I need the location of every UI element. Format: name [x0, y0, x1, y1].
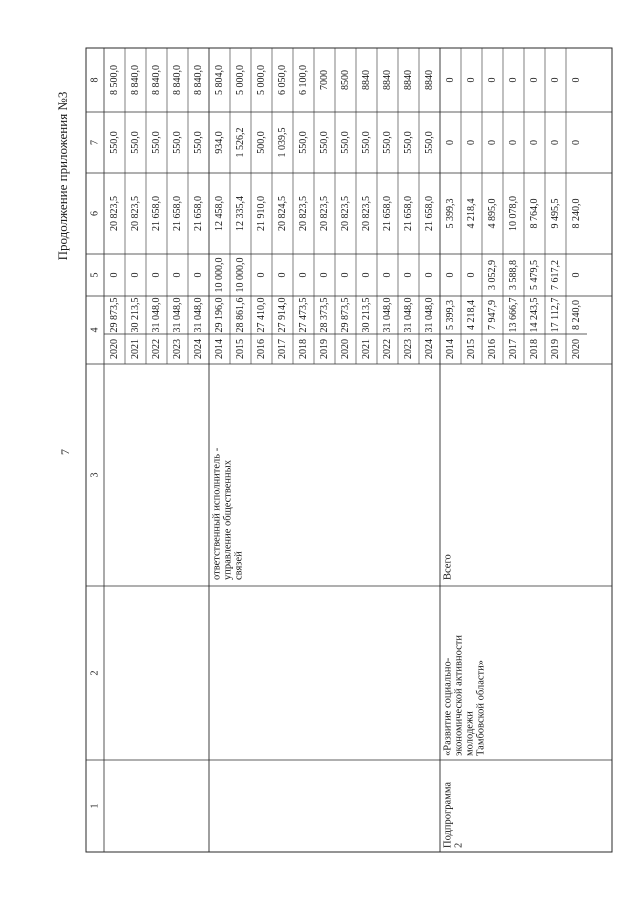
subprogram-description: молодежи: [464, 711, 476, 756]
subprogram-description: Тамбовской области»: [475, 659, 487, 756]
local-cell: 500,0: [255, 131, 267, 154]
federal-cell: 0: [381, 272, 393, 278]
regional-cell: 20 823,5: [339, 196, 351, 231]
regional-cell: 5 399,3: [444, 198, 456, 229]
regional-cell: 12 458,0: [213, 196, 225, 231]
local-cell: 550,0: [381, 131, 393, 154]
year-cell: 2015: [234, 339, 246, 359]
regional-cell: 21 658,0: [423, 196, 435, 231]
total-cell: 31 048,0: [150, 297, 162, 333]
regional-cell: 20 823,5: [318, 196, 330, 231]
local-cell: 550,0: [423, 131, 435, 154]
local-cell: 550,0: [129, 131, 141, 154]
extra-budget-cell: 8840: [381, 70, 393, 90]
extra-budget-cell: 5 000,0: [255, 65, 267, 95]
regional-cell: 4 218,4: [465, 198, 477, 229]
total-cell: 31 048,0: [171, 297, 183, 333]
extra-budget-cell: 5 000,0: [234, 65, 246, 95]
extra-budget-cell: 0: [486, 77, 498, 83]
year-cell: 2017: [507, 339, 519, 359]
subprogram-label: 2: [453, 842, 465, 848]
federal-cell: 0: [255, 272, 267, 278]
total-cell: 31 048,0: [192, 297, 204, 333]
regional-cell: 4 895,0: [486, 198, 498, 229]
column-number: 5: [89, 272, 101, 278]
regional-cell: 20 823,5: [129, 196, 141, 231]
local-cell: 550,0: [318, 131, 330, 154]
regional-cell: 8 240,0: [570, 198, 582, 229]
local-cell: 550,0: [402, 131, 414, 154]
extra-budget-cell: 8 840,0: [192, 65, 204, 95]
year-cell: 2016: [486, 339, 498, 359]
local-cell: 550,0: [360, 131, 372, 154]
extra-budget-cell: 8 840,0: [150, 65, 162, 95]
local-cell: 1 039,5: [276, 127, 288, 158]
regional-cell: 20 823,5: [108, 196, 120, 231]
column-number: 2: [89, 670, 101, 676]
year-cell: 2016: [255, 339, 267, 359]
extra-budget-cell: 8840: [423, 70, 435, 90]
year-cell: 2020: [108, 339, 120, 359]
column-number: 3: [89, 472, 101, 478]
extra-budget-cell: 8840: [402, 70, 414, 90]
year-cell: 2018: [528, 339, 540, 359]
extra-budget-cell: 8500: [339, 70, 351, 90]
year-cell: 2017: [276, 339, 288, 359]
regional-cell: 21 658,0: [381, 196, 393, 231]
total-cell: 29 196,0: [213, 297, 225, 333]
federal-cell: 0: [129, 272, 141, 278]
year-cell: 2020: [570, 339, 582, 359]
extra-budget-cell: 0: [444, 77, 456, 83]
local-cell: 0: [465, 140, 477, 145]
total-cell: 31 048,0: [423, 297, 435, 333]
regional-cell: 12 335,4: [234, 196, 246, 231]
local-cell: 934,0: [213, 131, 225, 154]
extra-budget-cell: 6 100,0: [297, 65, 309, 95]
local-cell: 0: [528, 140, 540, 145]
year-cell: 2023: [402, 339, 414, 359]
extra-budget-cell: 0: [507, 77, 519, 83]
federal-cell: 0: [444, 272, 456, 278]
executor-label: управление общественных: [222, 460, 234, 580]
year-cell: 2024: [423, 339, 435, 359]
total-cell: 7 947,9: [486, 300, 498, 330]
subprogram-label: Подпрограмма: [442, 781, 454, 848]
federal-cell: 10 000,0: [234, 257, 246, 293]
extra-budget-cell: 0: [528, 77, 540, 83]
federal-cell: 0: [297, 272, 309, 278]
executor-total-label: Всего: [442, 554, 454, 580]
local-cell: 0: [444, 140, 456, 145]
federal-cell: 10 000,0: [213, 257, 225, 293]
federal-cell: 0: [171, 272, 183, 278]
total-cell: 5 399,3: [444, 300, 456, 330]
year-cell: 2014: [444, 339, 456, 359]
extra-budget-cell: 0: [465, 77, 477, 83]
column-number: 4: [89, 327, 101, 333]
regional-cell: 21 910,0: [255, 196, 267, 231]
subprogram-description: «Развитие социально-: [442, 657, 454, 756]
local-cell: 0: [486, 140, 498, 145]
local-cell: 0: [507, 140, 519, 145]
extra-budget-cell: 7000: [318, 70, 330, 90]
page-caption: Продолжение приложения №3: [54, 91, 70, 261]
local-cell: 550,0: [339, 131, 351, 154]
federal-cell: 5 479,5: [528, 260, 540, 290]
extra-budget-cell: 8840: [360, 70, 372, 90]
regional-cell: 9 495,5: [549, 198, 561, 229]
federal-cell: 0: [465, 272, 477, 278]
federal-cell: 0: [570, 272, 582, 278]
year-cell: 2022: [150, 339, 162, 359]
local-cell: 550,0: [297, 131, 309, 154]
extra-budget-cell: 8 840,0: [129, 65, 141, 95]
year-cell: 2021: [360, 339, 372, 359]
year-cell: 2021: [129, 339, 141, 359]
total-cell: 14 243,5: [528, 297, 540, 333]
year-cell: 2014: [213, 339, 225, 359]
total-cell: 27 410,0: [255, 297, 267, 333]
total-cell: 31 048,0: [402, 297, 414, 333]
column-number: 6: [89, 211, 101, 216]
regional-cell: 20 824,5: [276, 196, 288, 231]
regional-cell: 20 823,5: [360, 196, 372, 231]
federal-cell: 0: [318, 272, 330, 278]
extra-budget-cell: 8 500,0: [108, 65, 120, 95]
regional-cell: 8 764,0: [528, 198, 540, 229]
year-cell: 2023: [171, 339, 183, 359]
federal-cell: 0: [423, 272, 435, 278]
regional-cell: 21 658,0: [402, 196, 414, 231]
year-cell: 2019: [318, 339, 330, 359]
total-cell: 30 213,5: [129, 297, 141, 333]
table-frame: [86, 48, 612, 852]
extra-budget-cell: 6 050,0: [276, 65, 288, 95]
total-cell: 27 473,5: [297, 297, 309, 333]
executor-label: связей: [233, 551, 245, 580]
subprogram-description: экономической активности: [453, 635, 465, 756]
federal-cell: 0: [402, 272, 414, 278]
total-cell: 8 240,0: [570, 300, 582, 330]
regional-cell: 21 658,0: [171, 196, 183, 231]
local-cell: 550,0: [192, 131, 204, 154]
total-cell: 29 873,5: [108, 297, 120, 333]
regional-cell: 21 658,0: [192, 196, 204, 231]
column-number: 8: [89, 77, 101, 83]
year-cell: 2020: [339, 339, 351, 359]
extra-budget-cell: 8 840,0: [171, 65, 183, 95]
federal-cell: 0: [276, 272, 288, 278]
total-cell: 17 112,7: [549, 297, 561, 333]
total-cell: 28 861,6: [234, 297, 246, 333]
regional-cell: 10 078,0: [507, 196, 519, 231]
total-cell: 31 048,0: [381, 297, 393, 333]
federal-cell: 0: [150, 272, 162, 278]
column-number: 7: [89, 140, 101, 145]
local-cell: 550,0: [171, 131, 183, 154]
extra-budget-cell: 0: [549, 77, 561, 83]
federal-cell: 0: [360, 272, 372, 278]
year-cell: 2024: [192, 339, 204, 359]
year-cell: 2018: [297, 339, 309, 359]
year-cell: 2022: [381, 339, 393, 359]
federal-cell: 3 588,8: [507, 260, 519, 290]
total-cell: 27 914,0: [276, 297, 288, 333]
page-number: 7: [57, 449, 72, 455]
federal-cell: 0: [108, 272, 120, 278]
federal-cell: 3 052,9: [486, 260, 498, 290]
column-number: 1: [89, 803, 101, 809]
total-cell: 13 666,7: [507, 297, 519, 333]
local-cell: 550,0: [150, 131, 162, 154]
federal-cell: 0: [339, 272, 351, 278]
extra-budget-cell: 0: [570, 77, 582, 83]
local-cell: 0: [549, 140, 561, 145]
executor-label: ответственный исполнитель -: [211, 447, 223, 580]
year-cell: 2019: [549, 339, 561, 359]
federal-cell: 7 617,2: [549, 260, 561, 290]
total-cell: 29 873,5: [339, 297, 351, 333]
regional-cell: 20 823,5: [297, 196, 309, 231]
total-cell: 30 213,5: [360, 297, 372, 333]
total-cell: 4 218,4: [465, 300, 477, 330]
regional-cell: 21 658,0: [150, 196, 162, 231]
year-cell: 2015: [465, 339, 477, 359]
local-cell: 1 526,2: [234, 127, 246, 158]
federal-cell: 0: [192, 272, 204, 278]
extra-budget-cell: 5 804,0: [213, 65, 225, 95]
total-cell: 28 373,5: [318, 297, 330, 333]
local-cell: 550,0: [108, 131, 120, 154]
local-cell: 0: [570, 140, 582, 145]
